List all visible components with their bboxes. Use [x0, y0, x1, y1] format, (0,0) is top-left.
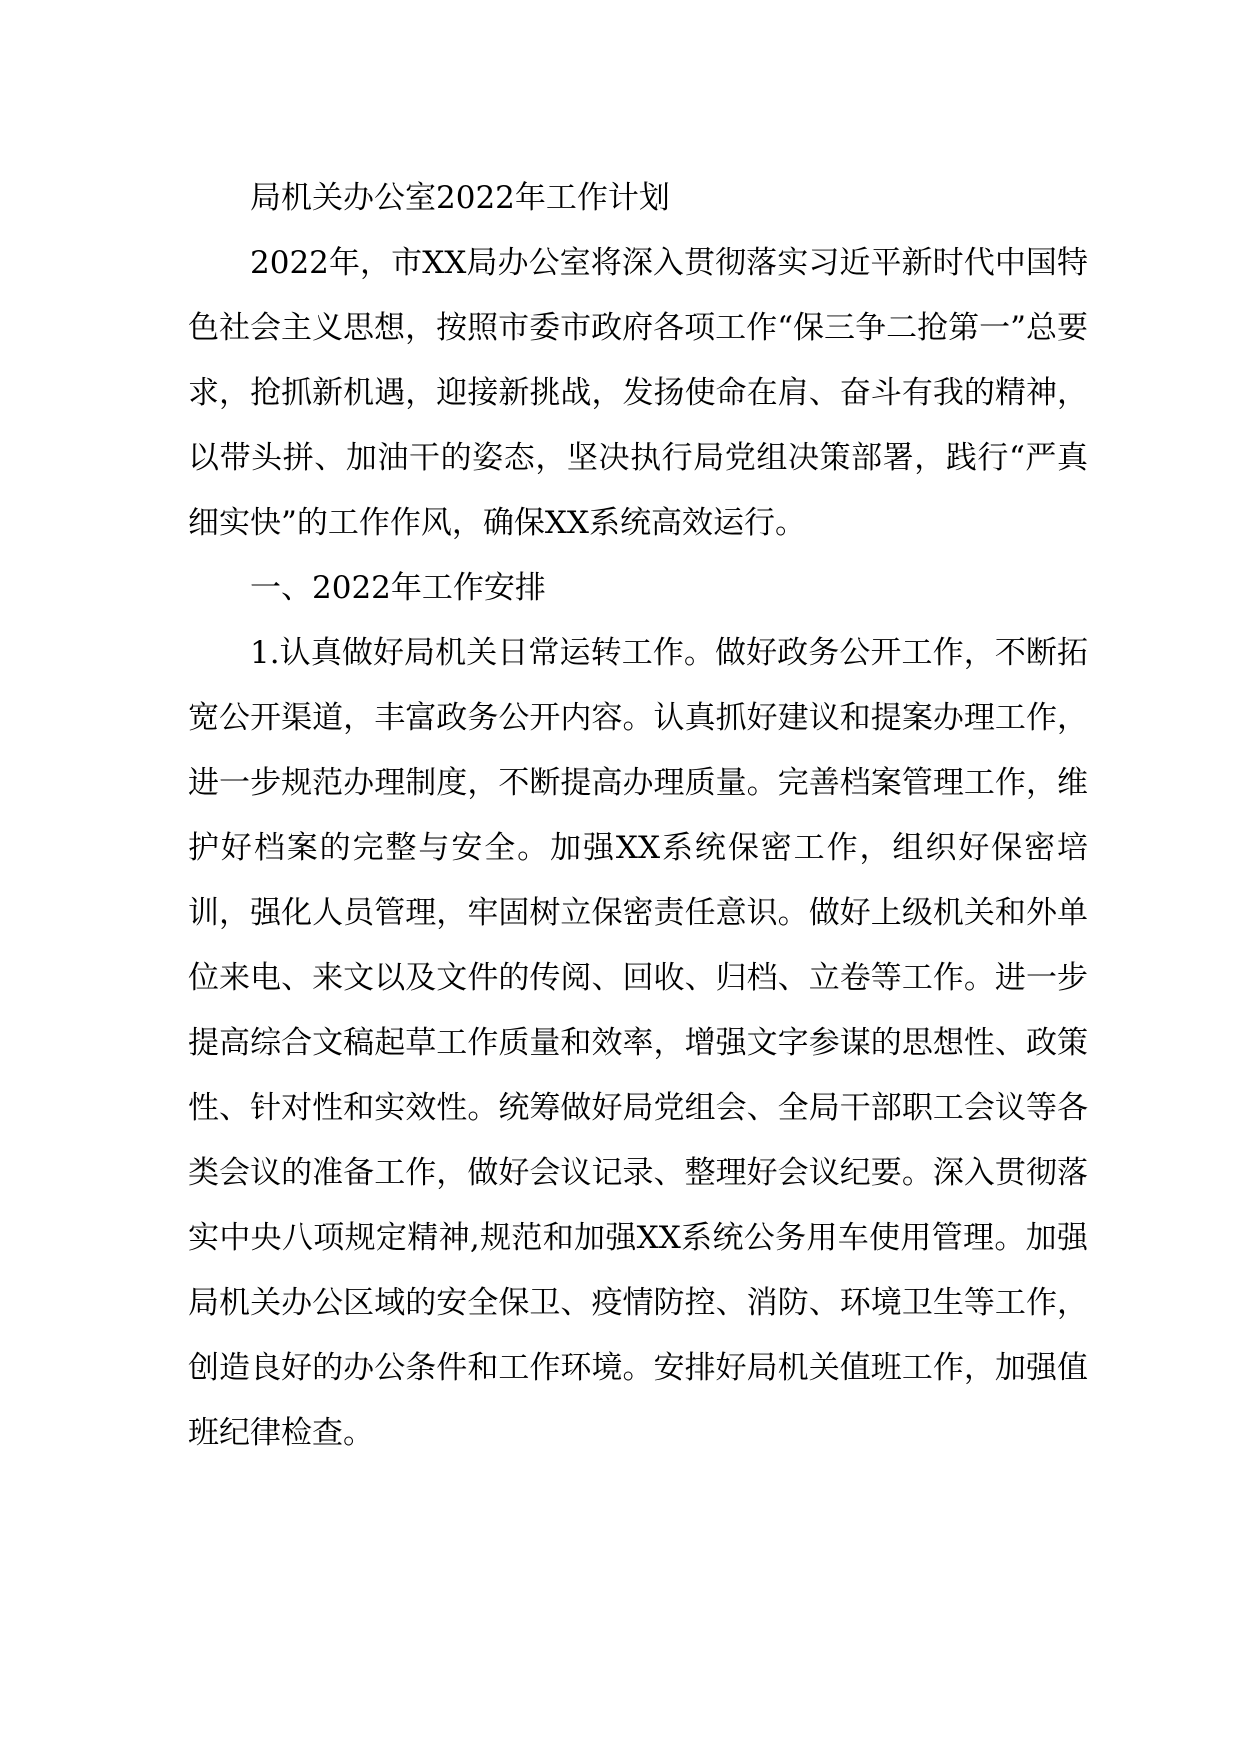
section-heading: 一、2022年工作安排 [250, 570, 546, 606]
document-body [188, 166, 1088, 1466]
document-title: 局机关办公室2022年工作计划 [250, 180, 670, 216]
section-paragraph: 1.认真做好局机关日常运转工作。做好政务公开工作，不断拓宽公开渠道，丰富政务公开内容。认真抓好建议和提案办理工作，进一步规范办理制度，不断提高办理质量。完善档案管理工作，维护好档案的完整与安全。加强XX系统保密工作，组织好保密培训，强化人员管理，牢固树立保密责任意识。做好上级机关和外单位来电、来文以及文件的传阅、回收、归档、立卷等工作。进一步提高综合文稿起草工作质量和效率，增强文字参谋的思想性、政策性、针对性和实效性。统筹做好局党组会、全局干部职工会议等各类会议的准备工作，做好会议记录、整理好会议纪要。深入贯彻落实中央八项规定精神,规范和加强XX系统公务用车使用管理。加强局机关办公区域的安全保卫、疫情防控、消防、环境卫生等工作，创造良好的办公条件和工作环境。安排好局机关值班工作，加强值班纪律检查。 [188, 635, 1088, 1451]
intro-paragraph: 2022年，市XX局办公室将深入贯彻落实习近平新时代中国特色社会主义思想，按照市委市政府各项工作“保三争二抢第一”总要求，抢抓新机遇，迎接新挑战，发扬使命在肩、奋斗有我的精神，以带头拼、加油干的姿态，坚决执行局党组决策部署，践行“严真细实快”的工作作风，确保XX系统高效运行。 [188, 245, 1088, 541]
